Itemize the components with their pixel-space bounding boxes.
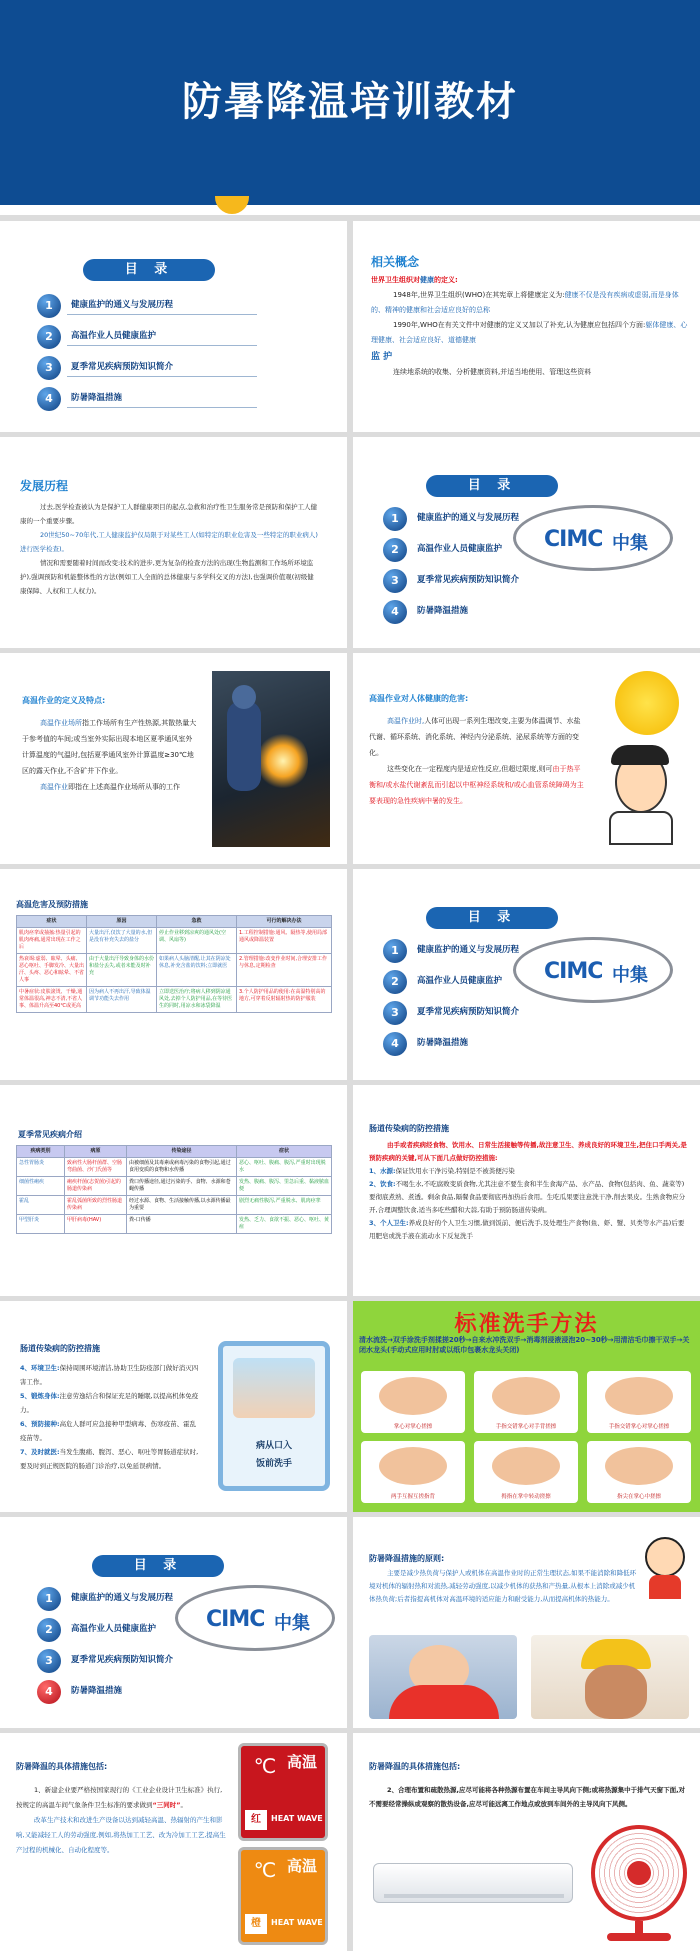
toc-pill: 目 录 — [83, 259, 215, 281]
harm-title: 高温作业对人体健康的危害: — [369, 694, 469, 703]
toc-number: 2 — [383, 970, 407, 994]
baby-photo — [369, 1635, 517, 1719]
table-cell: 恶心、呕吐、腹痛、腹泻,严重时出现脱水 — [237, 1158, 332, 1177]
fan-illustration — [587, 1825, 691, 1945]
toc-number: 4 — [383, 600, 407, 624]
cimc-logo: CIMC 中集 — [513, 505, 673, 571]
toc-slide-1 — [0, 221, 347, 432]
toc-item-2[interactable] — [37, 1618, 267, 1646]
toc-item-4[interactable] — [383, 600, 613, 628]
poster-line-2: 饭前洗手 — [255, 1459, 292, 1469]
column-header: 传染途径 — [127, 1146, 237, 1158]
toc-label: 夏季常见疾病预防知识简介 — [417, 1007, 520, 1017]
table-cell: 因为病人不再出汗,导致体温调节功能失去作用 — [87, 987, 157, 1013]
toc-number: 4 — [383, 1032, 407, 1056]
list-item: 4、环境卫生:保持周围环境清洁,协助卫生防疫部门做好消灭四害工作。 — [20, 1364, 199, 1386]
definition-slide — [0, 653, 347, 864]
sweating-man-illustration — [601, 745, 681, 845]
toc-label: 健康监护的通义与发展历程 — [71, 1593, 174, 1603]
table-cell: 致病性大肠杆菌群、空肠弯曲菌、沙门氏菌等 — [65, 1158, 127, 1177]
toc-slide-2 — [353, 437, 700, 648]
handwash-desc: 清水流洗→双手涂洗手剂揉搓20秒→自来水冲洗双手→消毒剂浸液浸泡20~30秒→用清洁毛巾擦干双手→关闭水龙头(手动式应用时肘或以纸巾包裹水龙头关闭) — [359, 1336, 690, 1354]
measures-title-1: 防暑降温的具体措施包括: — [16, 1762, 108, 1771]
table-cell: 热衰竭:虚弱、眩晕、头痛、恶心呕吐、手脚发冷、大量出汗、头疼、恶心和眩晕、不省人事 — [17, 954, 87, 987]
table-cell: 发热、腹痛、腹泻、里急后重、黏液脓血便 — [237, 1177, 332, 1196]
toc-label: 防暑降温措施 — [417, 1038, 469, 1048]
list-item: 3、个人卫生:养成良好的个人卫生习惯,做到饭前、便后洗手,及处理生产食物(鱼、虾、蟹、贝类等水产品)后要用肥皂或洗手液在流动水下反复洗手 — [369, 1219, 685, 1240]
definition-para-1: 高温作业场所指工作场所有生产性热源,其散热量大于参考值的车间;或当室外实际出现本地区夏季通风室外计算温度的气温时,包括夏季通风室外计算温度≥30℃地区的露天作业,不含矿井下作业。 — [22, 719, 197, 775]
measures-slide-2 — [353, 1733, 700, 1951]
cover-slide — [0, 0, 700, 215]
table-row — [17, 1196, 332, 1215]
table-row — [17, 1215, 332, 1234]
thermometer-icon: ℃ — [253, 1754, 277, 1778]
sun-illustration — [615, 671, 679, 735]
thermometer-icon: ℃ — [253, 1858, 277, 1882]
sign-level: 橙 — [245, 1914, 267, 1934]
hands-photo — [233, 1358, 315, 1418]
list-item: 6、预防接种:高危人群可应急接种甲型病毒、伤寒疫苗、霍乱疫苗等。 — [20, 1420, 197, 1442]
toc-item-2[interactable] — [383, 538, 613, 566]
toc-label: 高温作业人员健康监护 — [71, 1624, 157, 1634]
hazard-title: 高温危害及预防措施 — [16, 900, 88, 909]
toc-label: 夏季常见疾病预防知识简介 — [417, 575, 520, 585]
toc-item-1[interactable] — [383, 939, 613, 967]
history-title: 发展历程 — [20, 479, 69, 493]
heat-wave-orange-sign — [238, 1847, 328, 1945]
toc-number: 4 — [37, 1680, 61, 1704]
measures-para-2: 改革生产技术和改进生产设备以达到减轻高温、热辐射的产生和影响,又能减轻工人的劳动强度,例如,将热加工工艺、改为冷加工工艺,提高生产过程的机械化、自动化程度等。 — [16, 1816, 226, 1854]
table-cell: 2.管理措施:改变作业时间,合理安排工作与休息,定期检查 — [237, 954, 332, 987]
measures-text-1 — [16, 1783, 226, 1858]
toc-pill: 目 录 — [426, 475, 558, 497]
concept-para-1: 1948年,世界卫生组织(WHO)在其宪章上将健康定义为:健康不仅是没有疾病或虚弱,而是身体的、精神的健康和社会适应良好的总称 — [371, 291, 679, 314]
column-header: 可行的解决办法 — [237, 916, 332, 928]
table-cell: 由被细菌及其毒素或病毒污染的食物引起,通过食用变质的食物和水传播 — [127, 1158, 237, 1177]
table-cell: 停止作业移到凉爽的通风处(空调、风扇等) — [157, 928, 237, 954]
handwash-title: 标准洗手方法 — [454, 1312, 599, 1337]
toc-slide-4 — [0, 1517, 347, 1728]
toc-number: 1 — [37, 294, 61, 318]
toc-pill: 目 录 — [92, 1555, 224, 1577]
harm-text — [369, 713, 584, 809]
column-header: 疾病类别 — [17, 1146, 65, 1158]
prevention-slide-2 — [0, 1301, 347, 1512]
column-header: 症状 — [237, 1146, 332, 1158]
column-header: 急救 — [157, 916, 237, 928]
column-header: 原因 — [87, 916, 157, 928]
step-card: 指尖在掌心中搓擦 — [587, 1441, 691, 1503]
concept-para-2: 1990年,WHO在有关文件中对健康的定义又加以了补充,认为健康应包括四个方面:躯体健康、心理健康、社会适应良好、道德健康 — [371, 321, 688, 344]
list-item: 5、锻炼身体:注意劳逸结合和保证充足的睡眠,以提高机体免疫力。 — [20, 1392, 199, 1414]
prevention-slide-1 — [353, 1085, 700, 1296]
cover-title: 防暑降温培训教材 — [182, 79, 518, 125]
table-cell: 发热、乏力、食欲不振、恶心、呕吐、黄疸 — [237, 1215, 332, 1234]
toc-item-4[interactable] — [37, 1680, 267, 1708]
cover-accent — [215, 196, 249, 214]
definition-para-2: 高温作业即指在上述高温作业场所从事的工作 — [40, 783, 180, 791]
cartoon-boy-illustration — [639, 1537, 691, 1599]
toc-number: 2 — [37, 325, 61, 349]
toc-number: 3 — [383, 569, 407, 593]
toc-number: 1 — [37, 1587, 61, 1611]
harm-para-1: 高温作业时,人体可出现一系列生理改变,主要为体温调节、水盐代谢、循环系统、消化系统、神经内分泌系统、泌尿系统等方面的变化。 — [369, 717, 581, 757]
principle-text — [369, 1567, 639, 1606]
handwash-poster — [218, 1341, 330, 1491]
divider — [67, 345, 257, 346]
table-cell: 经过水源、食物、生活接触传播,以水源传播最为重要 — [127, 1196, 237, 1215]
toc-number: 1 — [383, 939, 407, 963]
table-row — [17, 928, 332, 954]
prevention-text — [369, 1139, 687, 1243]
toc-label: 高温作业人员健康监护 — [417, 976, 503, 986]
handwash-steps — [361, 1371, 692, 1506]
list-item: 7、及时就医:当发生腹痛、腹泻、恶心、呕吐等胃肠道症状时,要及时到正规医院的肠道门诊治疗,以免延误病情。 — [20, 1448, 199, 1470]
poster-line-1: 病从口入 — [255, 1441, 292, 1451]
sign-english: HEAT WAVE — [271, 1918, 323, 1927]
table-header-row — [17, 1146, 332, 1158]
toc-item-4[interactable] — [383, 1032, 613, 1060]
divider — [67, 407, 257, 408]
principle-para: 主要是减少热负荷与保护人或机体在高温作业时的正常生理状态,如果不能消除和降低环境对机体的辐射热和对流热,减轻劳动强度,以减少机体的获热和产热量,从根本上消除或减少机体热负荷;后者指提高机体对高温环境的适应能力和耐受能力,从而提高机体的热能力。 — [369, 1569, 637, 1603]
toc-slide-3 — [353, 869, 700, 1080]
sign-english: HEAT WAVE — [271, 1814, 323, 1823]
divider — [67, 314, 257, 315]
principle-slide — [353, 1517, 700, 1728]
divider — [67, 376, 257, 377]
definition-text — [22, 715, 197, 795]
diseases-title: 夏季常见疾病介绍 — [18, 1130, 82, 1139]
cimc-logo: CIMC 中集 — [175, 1585, 335, 1651]
toc-item-1[interactable] — [37, 294, 267, 322]
step-card: 掌心对掌心搓擦 — [361, 1371, 465, 1433]
toc-label: 夏季常见疾病预防知识简介 — [71, 362, 174, 372]
table-cell: 大量出汗,仅饮了大量的水,但是没有补充失去的盐分 — [87, 928, 157, 954]
concepts-text — [371, 273, 691, 380]
toc-number: 2 — [37, 1618, 61, 1642]
measures-para-1: 1、新建企业要严格按国家现行的《工业企业设计卫生标准》执行,按规定的高温车间气象条件卫生标准的要求做到“三同时”。 — [16, 1786, 223, 1809]
measures-para-3: 2、合理布置和疏散热源,应尽可能将各种热源布置在车间主导风向下侧;或将热源集中于排气天窗下面,对不需要经常操纵或观察的散热设备,应尽可能远离工作地点或放到车间外的主导风向下风侧。 — [369, 1786, 686, 1808]
toc-item-1[interactable] — [37, 1587, 267, 1615]
welder-photo — [212, 671, 330, 847]
toc-label: 夏季常见疾病预防知识简介 — [71, 1655, 174, 1665]
harm-para-2: 这些变化在一定程度内是适应性反应,但超过限度,则可由于热平衡和/或水盐代谢紊乱而引起以中枢神经系统和/或心血管系统障碍为主要表现的急性疾病中暑的发生。 — [369, 765, 584, 805]
list-item: 1、水源:保证饮用水干净污染,特别是不被粪便污染 — [369, 1167, 515, 1175]
table-cell: 立即送医治疗;将病人移到阴凉通风处,去掉个人防护用品,在等待医生的同时,用凉水和冰袋降温 — [157, 987, 237, 1013]
toc-item-3[interactable] — [383, 1001, 613, 1029]
toc-label: 防暑降温措施 — [71, 1686, 123, 1696]
toc-number: 2 — [383, 538, 407, 562]
worker-drinking-photo — [531, 1635, 689, 1719]
toc-number: 3 — [37, 356, 61, 380]
measures-slide-1 — [0, 1733, 347, 1951]
table-cell: 由于大量出汗导致身体的水份和盐分丢失,或者未能及时补充 — [87, 954, 157, 987]
table-row — [17, 987, 332, 1013]
toc-label: 防暑降温措施 — [71, 393, 123, 403]
table-cell: 中暑症状:皮肤滚烫、干燥,通常体温很高,神志不清,不省人事、体温升高至40℃或更高 — [17, 987, 87, 1013]
sign-text: 高温 — [287, 1857, 318, 1875]
toc-label: 健康监护的通义与发展历程 — [417, 513, 520, 523]
prevention-text-2 — [20, 1361, 200, 1473]
table-row — [17, 1177, 332, 1196]
column-header: 病原 — [65, 1146, 127, 1158]
heat-wave-red-sign — [238, 1743, 328, 1841]
table-cell: 霍乱弧菌所致的烈性肠道传染病 — [65, 1196, 127, 1215]
measures-text-2 — [369, 1783, 687, 1811]
sign-level: 红 — [245, 1810, 267, 1830]
history-para-3: 情况和需要随着时间而改变:技术的进步,更为复杂的检查方法的出现(生物监测和工作场所环境监护),强调预防和机能整体性的方法(例如工人全面的总体健康与多学科交叉的方法),也强调价值观(初级健康保障、人权和工人权力)。 — [20, 559, 314, 595]
table-header-row — [17, 916, 332, 928]
table-cell: 3.个人防护用品的使用:在高温特别高的地方,可穿着反射辐射热的防护服装 — [237, 987, 332, 1013]
toc-label: 健康监护的通义与发展历程 — [417, 945, 520, 955]
toc-number: 3 — [383, 1001, 407, 1025]
prevention-intro: 由手或者疾病经食物、饮用水、日常生活接触等传播,故注意卫生、养成良好的环境卫生,把住口手两关,是预防疾病的关键,可从下面几点做好防控措施: — [369, 1141, 687, 1162]
handwash-slide — [353, 1301, 700, 1512]
toc-number: 4 — [37, 387, 61, 411]
definition-title: 高温作业的定义及特点: — [22, 696, 106, 705]
table-cell: 痢疾杆菌(志贺菌)引起的肠道传染病 — [65, 1177, 127, 1196]
table-cell: 粪口传播途径,通过污染的手、食物、水源和苍蝇传播 — [127, 1177, 237, 1196]
hazard-slide — [0, 869, 347, 1080]
toc-item-3[interactable] — [37, 356, 267, 384]
toc-label: 高温作业人员健康监护 — [417, 544, 503, 554]
concepts-slide — [353, 221, 700, 432]
table-cell: 急性胃肠炎 — [17, 1158, 65, 1177]
toc-label: 健康监护的通义与发展历程 — [71, 300, 174, 310]
toc-item-2[interactable] — [383, 970, 613, 998]
table-cell: 剧烈无痛性腹泻,严重脱水、肌肉痉挛 — [237, 1196, 332, 1215]
principle-title: 防暑降温措施的原则: — [369, 1554, 445, 1563]
health-heading: 世界卫生组织对健康的定义: — [371, 276, 458, 284]
toc-item-4[interactable] — [37, 387, 267, 415]
measures-title-2: 防暑降温的具体措施包括: — [369, 1762, 461, 1771]
hazard-table — [16, 915, 332, 1013]
step-card: 拇指在掌中转动搓擦 — [474, 1441, 578, 1503]
cimc-logo: CIMC 中集 — [513, 937, 673, 1003]
monitor-text: 连续地系统的收集、分析健康资料,并适当地使用、管理这些资料 — [393, 368, 592, 376]
toc-pill: 目 录 — [426, 907, 558, 929]
history-para-1: 过去,医学检查被认为是保护工人群健康项目的起点,急救和治疗性卫生服务常是预防和保护工人健康的一个重要步骤。 — [20, 503, 318, 525]
diseases-slide — [0, 1085, 347, 1296]
table-cell: 细菌性痢疾 — [17, 1177, 65, 1196]
air-conditioner-illustration — [373, 1863, 573, 1903]
list-item: 2、饮食:不喝生水,不吃腐败变质食物,尤其注意不要生食和半生食海产品、水产品、食物(包括肉、鱼、蔬菜等)要彻底煮熟、煮透。剩余食品,隔餐食品要彻底再加热后食用。生吃瓜果要注意洗干净,削去果皮。生熟食物应分开,合理调整饮食,适当多吃些醋和大蒜,有助于预防肠道传染病。 — [369, 1180, 686, 1214]
toc-label: 防暑降温措施 — [417, 606, 469, 616]
table-row — [17, 1158, 332, 1177]
concepts-title: 相关概念 — [371, 255, 420, 269]
toc-item-1[interactable] — [383, 507, 613, 535]
toc-item-3[interactable] — [37, 1649, 267, 1677]
table-cell: 1.工程控制措施:通风、隔热等,使用局部通风或降温装置 — [237, 928, 332, 954]
prevention-title-2: 肠道传染病的防控措施 — [20, 1344, 100, 1353]
monitor-title: 监 护 — [371, 352, 393, 362]
toc-label: 高温作业人员健康监护 — [71, 331, 157, 341]
history-text — [20, 500, 320, 598]
history-slide — [0, 437, 347, 648]
toc-item-3[interactable] — [383, 569, 613, 597]
harm-slide — [353, 653, 700, 864]
column-header: 症状 — [17, 916, 87, 928]
step-card: 两手互握互搓指背 — [361, 1441, 465, 1503]
toc-number: 1 — [383, 507, 407, 531]
table-cell: 肌肉痉挛或抽搐:热量引起的肌肉疼痛,通常出现在工作之后 — [17, 928, 87, 954]
step-card: 手指交错掌心对手背搓擦 — [474, 1371, 578, 1433]
table-cell: 如果病人头脑清醒,让其在阴凉处休息,补充含盐的饮料;立即就医 — [157, 954, 237, 987]
table-row — [17, 954, 332, 987]
toc-number: 3 — [37, 1649, 61, 1673]
table-cell: 甲型肝炎 — [17, 1215, 65, 1234]
history-para-2: 20世纪50~70年代,工人健康监护仅局限于对某些工人(如特定的职业危害及一些特定的职业病人)进行医学检查)。 — [20, 531, 318, 553]
table-cell: 甲肝病毒(HAV) — [65, 1215, 127, 1234]
table-cell: 霍乱 — [17, 1196, 65, 1215]
prevention-title: 肠道传染病的防控措施 — [369, 1124, 449, 1133]
sign-text: 高温 — [287, 1753, 318, 1771]
toc-item-2[interactable] — [37, 325, 267, 353]
step-card: 手指交错掌心对掌心搓擦 — [587, 1371, 691, 1433]
diseases-table — [16, 1145, 332, 1234]
table-cell: 粪-口传播 — [127, 1215, 237, 1234]
